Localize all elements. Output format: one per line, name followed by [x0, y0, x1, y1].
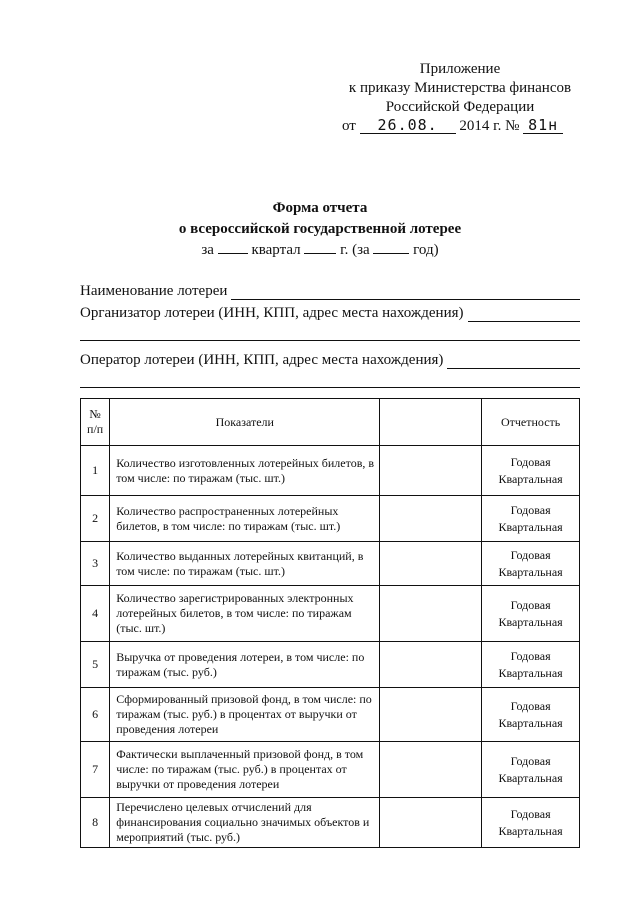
row-blank-cell	[380, 586, 482, 642]
row-reporting	[482, 542, 580, 586]
row-indicator	[110, 798, 380, 848]
quarter-blank	[218, 241, 248, 254]
form-fields	[80, 278, 580, 388]
form-subtitle: о всероссийской государственной лотерее	[178, 221, 462, 237]
report-table	[80, 398, 580, 848]
row-reporting	[482, 798, 580, 848]
row-indicator	[110, 446, 380, 496]
year-blank	[304, 241, 336, 254]
table-row	[81, 798, 580, 848]
operator-row	[80, 347, 580, 369]
reporting-annual: Годовая	[510, 547, 551, 562]
period-prefix: за	[201, 242, 214, 258]
row-reporting	[482, 642, 580, 688]
reporting-quarterly: Квартальная	[498, 770, 563, 785]
organizer-label: Организатор лотереи (ИНН, КПП, адрес места нахождения)	[80, 305, 464, 321]
row-reporting	[482, 446, 580, 496]
header-reporting: Отчетность	[482, 399, 580, 446]
row-indicator-text: Количество выданных лотерейных квитанций, в том числе: по тиражам (тыс. шт.)	[116, 548, 364, 578]
order-number: 81н	[523, 117, 563, 134]
reporting-quarterly: Квартальная	[498, 519, 563, 534]
reporting-quarterly: Квартальная	[498, 665, 563, 680]
reporting-quarterly: Квартальная	[498, 564, 563, 579]
order-date-line	[340, 117, 580, 136]
row-blank-cell	[380, 496, 482, 542]
row-reporting	[482, 742, 580, 798]
reporting-annual: Годовая	[510, 597, 551, 612]
row-num: 4	[81, 586, 110, 642]
table-row	[81, 496, 580, 542]
table-row	[81, 688, 580, 742]
reporting-quarterly: Квартальная	[498, 471, 563, 486]
row-indicator-text: Количество зарегистрированных электронных лотерейных билетов, в том числе: по тиражам (тыс. шт.)	[116, 591, 354, 635]
row-num: 7	[81, 742, 110, 798]
organizer-line	[468, 307, 581, 322]
table-header-row	[81, 399, 580, 446]
reporting-annual: Годовая	[510, 753, 551, 768]
year-suffix: год)	[413, 242, 439, 258]
row-indicator	[110, 586, 380, 642]
table-row	[81, 542, 580, 586]
reporting-annual: Годовая	[510, 454, 551, 469]
row-num: 1	[81, 446, 110, 496]
row-indicator-text: Выручка от проведения лотереи, в том числе: по тиражам (тыс. руб.)	[116, 649, 365, 679]
row-blank-cell	[380, 542, 482, 586]
appendix-order-ref: к приказу Министерства финансов	[348, 80, 572, 96]
year-label: г. (за	[340, 242, 370, 258]
reporting-period	[120, 240, 520, 261]
form-title-block	[120, 198, 520, 261]
row-blank-cell	[380, 642, 482, 688]
row-num: 5	[81, 642, 110, 688]
row-indicator	[110, 742, 380, 798]
row-num: 3	[81, 542, 110, 586]
row-indicator	[110, 496, 380, 542]
reporting-quarterly: Квартальная	[498, 823, 563, 838]
appendix-title: Приложение	[419, 61, 501, 77]
annual-year-blank	[373, 241, 409, 254]
operator-continuation-line	[80, 373, 580, 388]
from-label: от	[342, 118, 356, 134]
header-blank	[380, 399, 482, 446]
row-indicator-text: Фактически выплаченный призовой фонд, в том числе: по тиражам (тыс. руб.) в процентах от выручки от проведения лотереи	[116, 747, 364, 791]
lottery-name-row	[80, 278, 580, 300]
reporting-annual: Годовая	[510, 806, 551, 821]
table-row	[81, 642, 580, 688]
row-indicator	[110, 642, 380, 688]
form-title: Форма отчета	[272, 200, 368, 216]
row-reporting	[482, 688, 580, 742]
appendix-header	[340, 60, 580, 136]
row-indicator	[110, 688, 380, 742]
row-num: 2	[81, 496, 110, 542]
appendix-ministry: Российской Федерации	[385, 99, 535, 115]
row-indicator	[110, 542, 380, 586]
row-blank-cell	[380, 688, 482, 742]
row-indicator-text: Количество изготовленных лотерейных билетов, в том числе: по тиражам (тыс. шт.)	[116, 455, 375, 485]
row-reporting	[482, 586, 580, 642]
reporting-quarterly: Квартальная	[498, 614, 563, 629]
reporting-annual: Годовая	[510, 698, 551, 713]
lottery-name-line	[231, 285, 580, 300]
row-blank-cell	[380, 742, 482, 798]
row-indicator-text: Перечислено целевых отчислений для финансирования социально значимых объектов и мероприятий (тыс. руб.)	[116, 800, 370, 844]
row-blank-cell	[380, 798, 482, 848]
row-reporting	[482, 496, 580, 542]
row-blank-cell	[380, 446, 482, 496]
organizer-continuation-line	[80, 326, 580, 341]
operator-label: Оператор лотереи (ИНН, КПП, адрес места нахождения)	[80, 352, 444, 368]
table-row	[81, 586, 580, 642]
table-row	[81, 446, 580, 496]
row-indicator-text: Сформированный призовой фонд, в том числе: по тиражам (тыс. руб.) в процентах от выручки от проведения лотереи	[116, 692, 372, 736]
header-indicators: Показатели	[110, 399, 380, 446]
quarter-label: квартал	[251, 242, 301, 258]
reporting-quarterly: Квартальная	[498, 715, 563, 730]
row-indicator-text: Количество распространенных лотерейных билетов, в том числе: по тиражам (тыс. шт.)	[116, 503, 341, 533]
reporting-annual: Годовая	[510, 648, 551, 663]
table-row	[81, 742, 580, 798]
year-number-label: 2014 г. №	[459, 118, 520, 134]
row-num: 6	[81, 688, 110, 742]
operator-line	[447, 354, 580, 369]
order-date: 26.08.	[360, 117, 456, 134]
row-num: 8	[81, 798, 110, 848]
header-num: № п/п	[81, 399, 110, 446]
organizer-row	[80, 300, 580, 322]
lottery-name-label: Наименование лотереи	[80, 283, 228, 299]
reporting-annual: Годовая	[510, 502, 551, 517]
